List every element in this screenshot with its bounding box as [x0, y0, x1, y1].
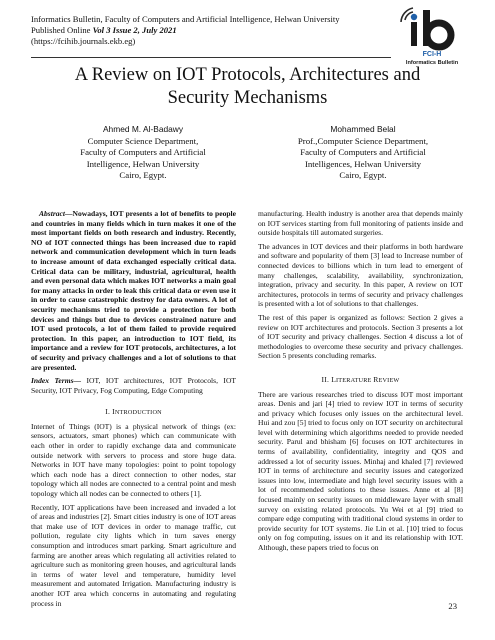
abstract [31, 209, 236, 372]
section-title-part: EVIEW [378, 376, 400, 384]
paper-title [40, 64, 455, 110]
journal-url: (https://fcihib.journals.ekb.eg) [31, 36, 136, 46]
logo-org: FCI-H [422, 51, 442, 58]
index-terms-label: Index Terms— [31, 376, 82, 386]
abstract-text: Nowadays, IOT presents a lot of benefits to people and countries in many fields which in turn makes it one of the most important fields on both research and industry. Recently, NO of IOT connected things has been increased due to rapid network and communication development which in turn leads to increase amount of data exchanged especially critical data. Critical data can be military, industrial, agricultural, health and even personal data which makes IOT networks a main goal for many attacks in order to leak this critical data or even use it in order to cause catastrophic destroy for data owners. A lot of security mechanisms tried to provide a protection for both devices and things but due to devices constrained nature and IOT used protocols, a lot of them failed to provide required protection. In this paper, an introduction to IOT field, its importance and a review for IOT protocols, architectures, a lot of security and privacy challenges and a lot of solutions to that are presented. [31, 209, 236, 372]
section-initial: R [373, 374, 379, 384]
index-terms [31, 376, 236, 395]
index-terms-text: IOT, IOT architectures, IOT Protocols, IOT Security, IOT Privacy, Fog Computing, Edge Computing [31, 376, 237, 395]
author-2 [258, 124, 468, 182]
author-location: Cairo, Egypt. [119, 170, 167, 180]
journal-issue: Vol 3 Issue 2, July 2021 [92, 25, 177, 35]
intro-paragraph-4: The advances in IOT devices and their platforms in both hardware and software and popularity of them [3] lead to Increase number of connected devices to billions which in turn lead to emergent of many challenges, scalability, availability, synchronization, integration, privacy and security. In this paper, A review on IOT architectures, protocols in terms of security and privacy challenges is presented with a lot of solutions to that challenges. [258, 241, 463, 309]
section-heading-literature-review [258, 375, 463, 386]
section-initial: L [331, 374, 337, 384]
section-number: I. [105, 407, 111, 417]
right-column [258, 209, 463, 557]
author-name: Ahmed M. Al-Badawy [102, 124, 184, 134]
journal-line-1: Informatics Bulletin, Faculty of Computers and Artificial Intelligence, Helwan University [31, 14, 340, 24]
author-location: Cairo, Egypt. [339, 170, 387, 180]
left-column [31, 209, 236, 612]
author-affiliation: Intelligence, Helwan University [86, 158, 200, 169]
review-paragraph-1: There are various researches tried to discuss IOT most important areas. Denis and jari [4] tried to review IOT in terms of security and privacy which focuses only issues on the architectural level. Hui and zou [5] tried to focus only on IOT security on architectural level with determining which algorithms needed to provide needed security. Parul and bhisham [6] focuses on IOT architectures in terms of availability, confidentiality, integrity and QOS and addressed a lot of security issues. Minhaj and khaled [7] reviewed IOT in terms of architecture and security issues and categorized issues into low, intermediate and high level security issues with a lot of recommended solutions to these issues. Anne et al [8] focused mainly on security issues on middleware layer with small survey on existing related protocols. Yu Wei et al [9] tried to compare edge computing with traditional cloud systems in order to provide security for IOT systems. Jie Lin et al. [10] tried to focus only on fog computing, issues on it and its relationship with IOT. Although, these papers tried to focus on [258, 389, 463, 552]
abstract-label: Abstract— [39, 209, 73, 218]
title-line-2: Security Mechanisms [167, 88, 328, 108]
page-number: 23 [448, 601, 457, 611]
title-line-1: A Review on IOT Protocols, Architectures and [74, 65, 421, 85]
header-divider [31, 57, 391, 58]
section-title: NTRODUCTION [114, 409, 162, 417]
journal-header [31, 14, 340, 47]
author-affiliation: Intelligences, Helwan University [304, 158, 422, 169]
intro-paragraph-5: The rest of this paper is organized as follows: Section 2 gives a review on IOT architectures and protocols. Section 3 presents a lot of IOT security and privacy challenges. Section 4 discuss a lot of methodologies to overcome these security and privacy challenges. Section 5 presents concluding remarks. [258, 312, 463, 361]
author-affiliation: Computer Science Department, [87, 135, 199, 146]
section-initial: I [112, 407, 115, 417]
author-name: Mohammed Belal [330, 124, 396, 134]
author-affiliation: Prof.,Computer Science Department, [297, 135, 429, 146]
section-title-part: ITERATURE [336, 376, 374, 384]
author-1 [38, 124, 248, 182]
section-heading-introduction [31, 407, 236, 418]
author-affiliation: Faculty of Computers and Artificial [300, 147, 426, 157]
journal-line-2 [31, 25, 340, 36]
section-number: II. [321, 374, 330, 384]
journal-published: Published Online [31, 25, 93, 35]
intro-paragraph-2: Recently, IOT applications have been increased and invaded a lot of areas and industries [2]. Smart cities industry is one of IOT areas that make use of IOT devices in order to manage traffic, cut pollution, regulate city lights which in turn saves energy consumption and introduces smart parking. Smart agriculture and farming are another areas which regulating all activities related to agriculture such as monitoring green houses, and agricultural lands in terms of water level and temperature, humidity level measurement and automated Irrigation. Manufacturing industry is another IOT area which concerns in automating and regulating process in [31, 502, 236, 608]
logo-name: Informatics Bulletin [405, 60, 459, 66]
intro-paragraph-3: manufacturing. Health industry is another area that depends mainly on IOT services starting from full monitoring of patients inside and outside hospitals till automated surgeries. [258, 209, 463, 238]
author-affiliation: Faculty of Computers and Artificial [80, 147, 206, 157]
intro-paragraph-1: Internet of Things (IOT) is a physical network of things (ex: sensors, actuators, smart phones) which can communicate with each other in order to rapidly exchange data and communicate outside network with servers to process and store huge data. Networks in IOT have many topologies: point to point topology which each node has a direct connection to other nodes, star topology which all nodes are connected to a central point and mesh topology which all nodes can be connected to others [1]. [31, 421, 236, 499]
informatics-bulletin-logo [397, 6, 467, 66]
